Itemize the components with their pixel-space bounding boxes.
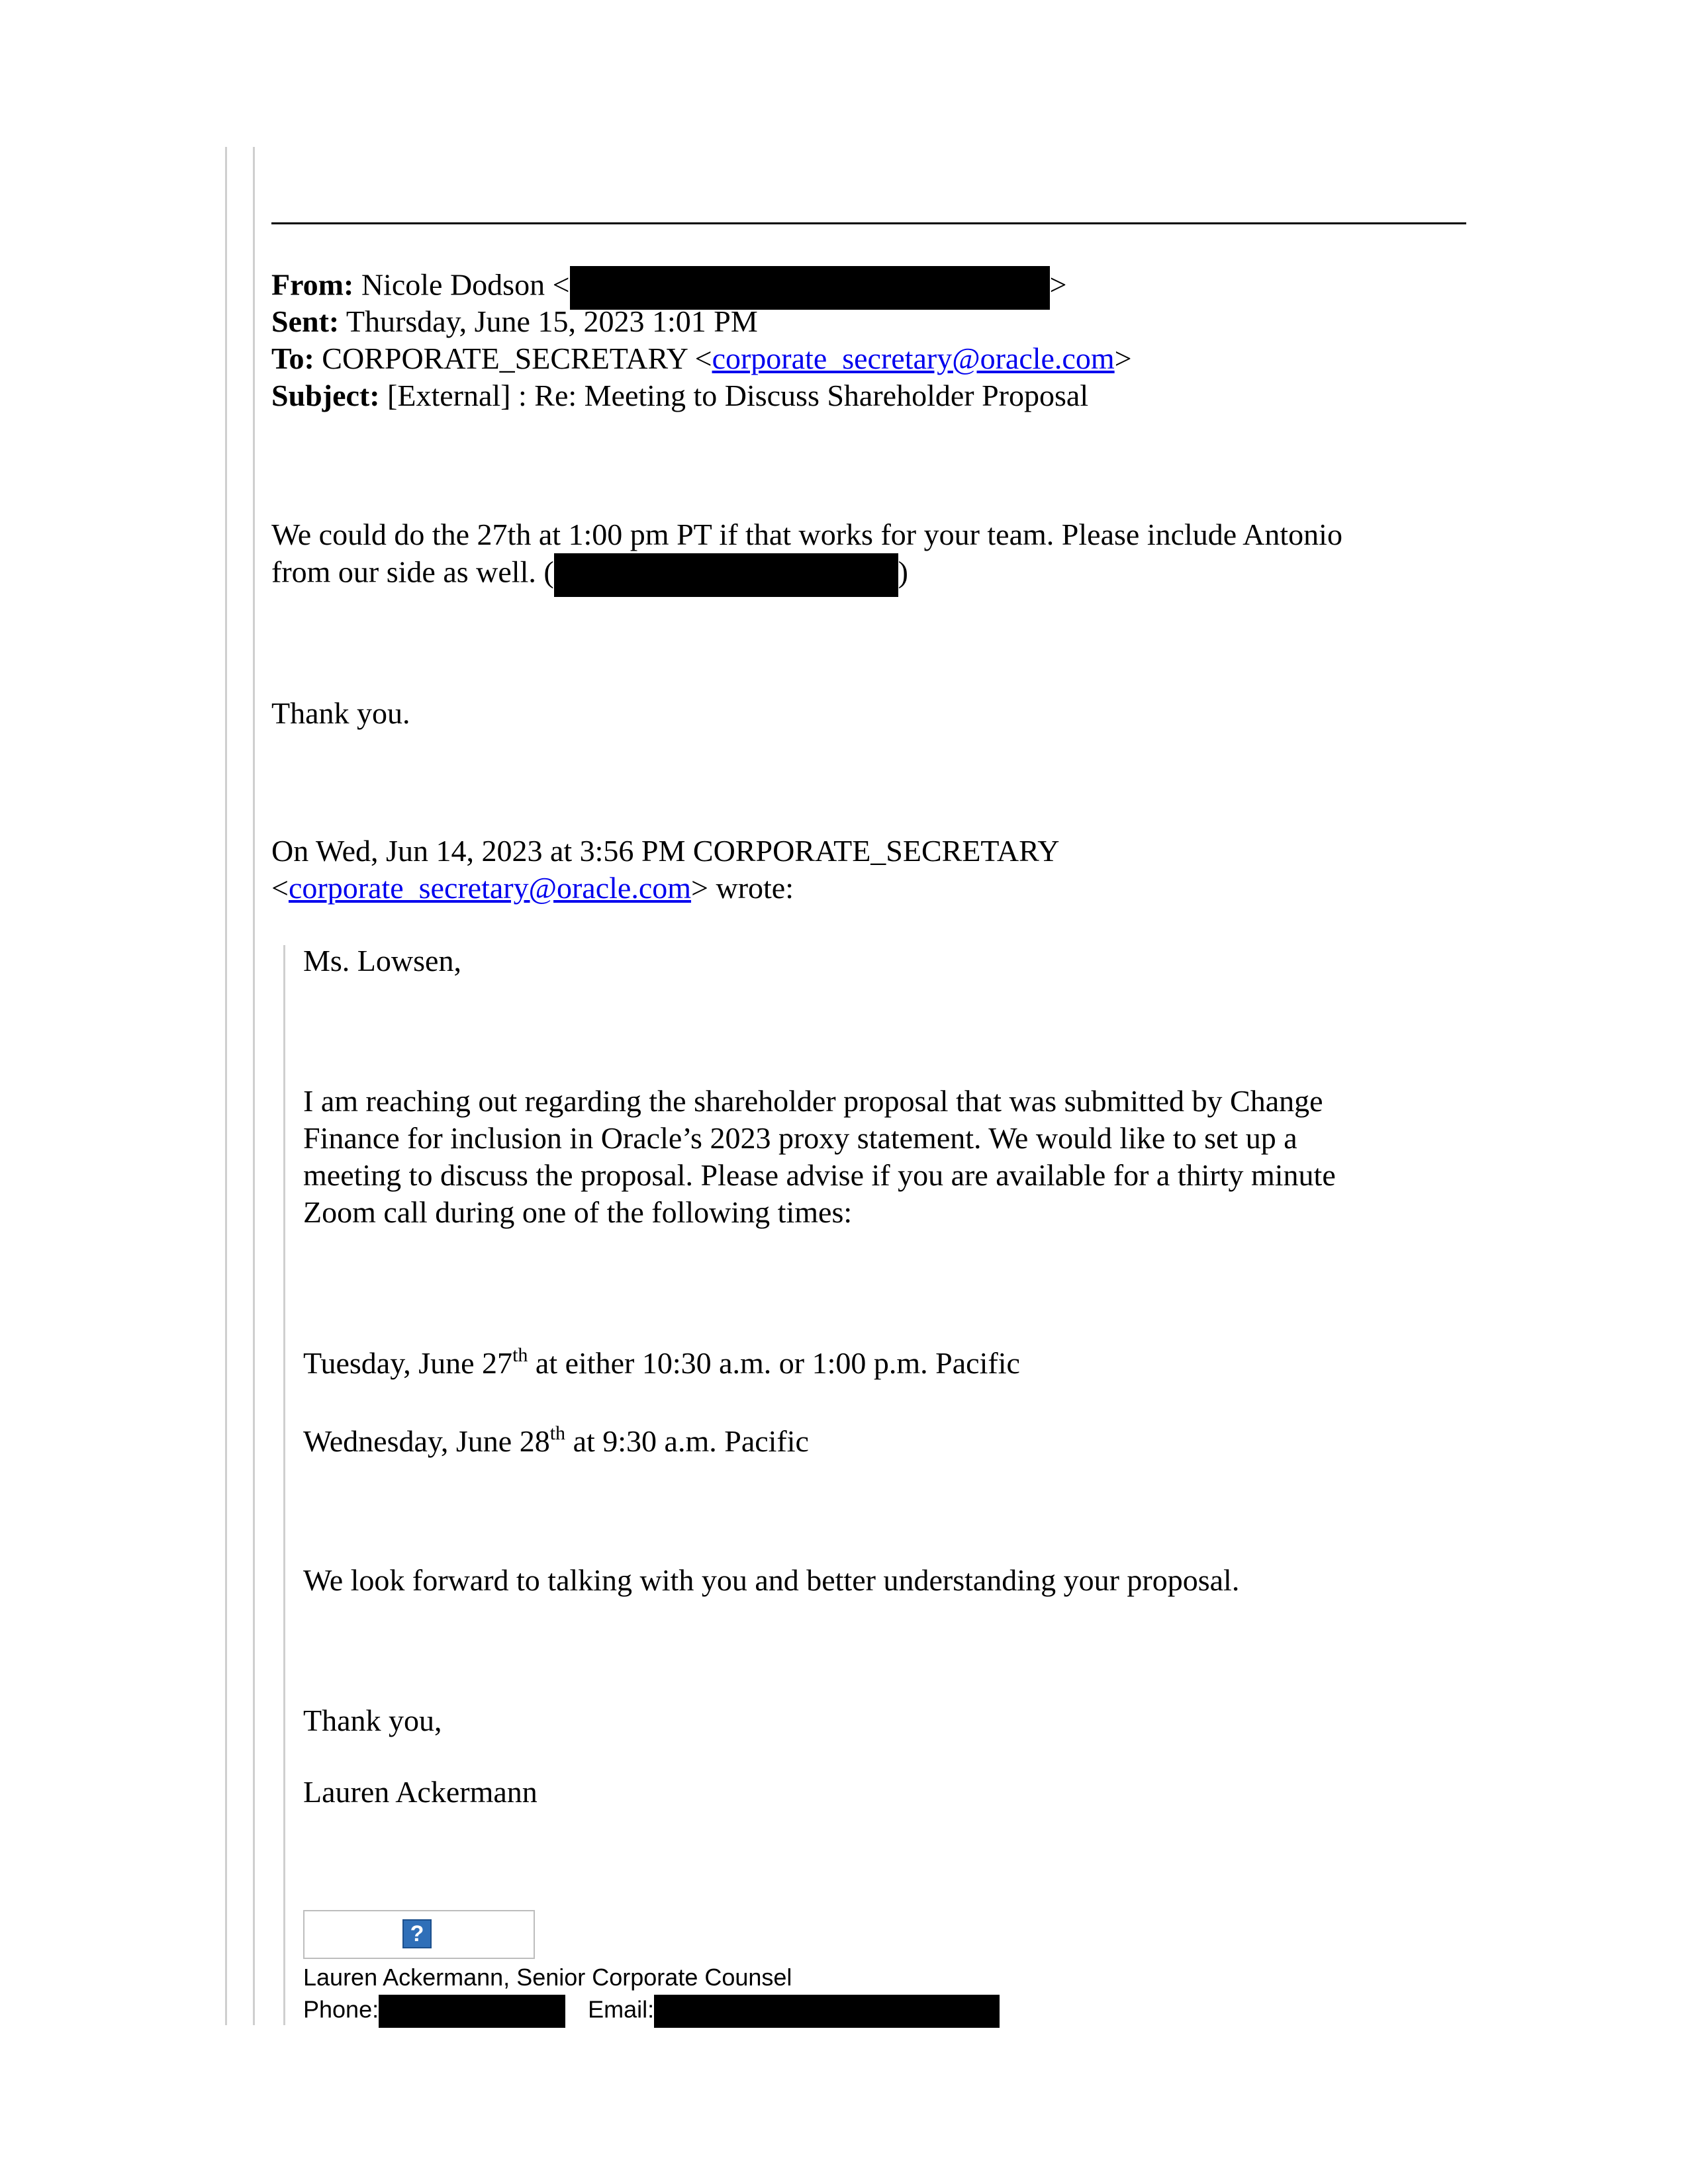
- reply-thanks: Thank you.: [271, 696, 410, 730]
- quoted-signoff: Thank you,: [303, 1704, 442, 1737]
- from-label: From:: [271, 267, 354, 302]
- quoted-para-line-1: I am reaching out regarding the shareholder proposal that was submitted by Change: [303, 1084, 1323, 1118]
- subject-line: [271, 377, 1088, 414]
- signature-contact-line: [303, 1995, 1000, 2028]
- quote-header-line-1: On Wed, Jun 14, 2023 at 3:56 PM CORPORATE_SECRETARY: [271, 834, 1060, 868]
- quoted-closing-para: We look forward to talking with you and better understanding your proposal.: [303, 1563, 1240, 1597]
- quote-header-line-2: <corporate_secretary@oracle.com> wrote:: [271, 871, 794, 905]
- to-email-link[interactable]: corporate_secretary@oracle.com: [712, 341, 1115, 375]
- meeting-time-2-sup: th: [549, 1422, 566, 1444]
- quote-email-link[interactable]: corporate_secretary@oracle.com: [288, 871, 692, 905]
- phone-label: Phone:: [303, 1995, 379, 2023]
- quote-wrote: wrote:: [716, 871, 794, 905]
- meeting-time-2-detail: at 9:30 a.m. Pacific: [565, 1424, 809, 1458]
- quoted-para-line-3: meeting to discuss the proposal. Please advise if you are available for a thirty minute: [303, 1158, 1336, 1192]
- reply-line-1: We could do the 27th at 1:00 pm PT if that works for your team. Please include Antonio: [271, 518, 1342, 551]
- quoted-para-line-4: Zoom call during one of the following times:: [303, 1195, 853, 1229]
- quoted-salutation: Ms. Lowsen,: [303, 944, 461, 978]
- quote-bar: [283, 945, 285, 2025]
- subject-value: [External] : Re: Meeting to Discuss Shareholder Proposal: [387, 379, 1089, 412]
- sent-label: Sent:: [271, 304, 340, 338]
- from-line: From: Nicole Dodson < >: [271, 266, 1066, 310]
- page-left-border-inner: [253, 147, 255, 2025]
- to-line: To: CORPORATE_SECRETARY <corporate_secretary@oracle.com>: [271, 341, 1132, 375]
- broken-image-icon: ?: [402, 1919, 432, 1948]
- reply-line-2-text: from our side as well. (: [271, 555, 554, 589]
- sent-line: [271, 303, 758, 340]
- quoted-signer: Lauren Ackermann: [303, 1775, 538, 1809]
- quoted-para-line-2: Finance for inclusion in Oracle’s 2023 proxy statement. We would like to set up a: [303, 1121, 1297, 1155]
- signature-image-placeholder: [303, 1910, 535, 1959]
- reply-line-2: [271, 553, 908, 597]
- meeting-time-2-date: Wednesday, June 28: [303, 1424, 550, 1458]
- subject-label: Subject:: [271, 379, 380, 412]
- meeting-time-1-detail: at either 10:30 a.m. or 1:00 p.m. Pacific: [528, 1346, 1020, 1380]
- to-label: To:: [271, 341, 314, 375]
- reply-line-2-close: ): [898, 555, 908, 589]
- email-label: Email:: [588, 1995, 655, 2023]
- sent-value: Thursday, June 15, 2023 1:01 PM: [346, 304, 758, 338]
- redacted-contact: [554, 553, 898, 597]
- meeting-time-1-date: Tuesday, June 27: [303, 1346, 513, 1380]
- signature-title: Lauren Ackermann, Senior Corporate Counsel: [303, 1964, 792, 1991]
- to-name: CORPORATE_SECRETARY: [322, 341, 688, 375]
- redacted-email: [654, 1995, 1000, 2028]
- meeting-time-2: [303, 1423, 809, 1460]
- page-left-border-outer: [225, 147, 227, 2025]
- from-name: Nicole Dodson: [361, 267, 545, 302]
- meeting-time-1: [303, 1345, 1020, 1382]
- redacted-phone: [379, 1995, 565, 2028]
- header-divider: [271, 222, 1466, 224]
- meeting-time-1-sup: th: [512, 1344, 528, 1366]
